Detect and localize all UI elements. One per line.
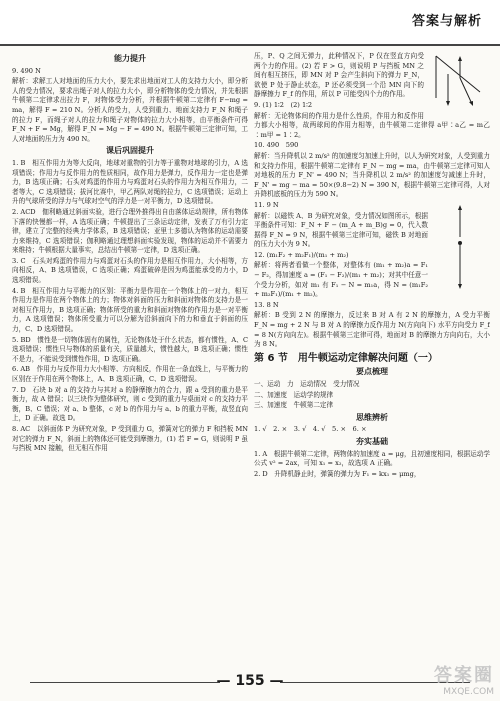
watermark-big: 答案圈 bbox=[434, 665, 494, 686]
left-column bbox=[12, 52, 248, 661]
answer-item: 解析：以磁铁 A、B 为研究对象，受力情况如图所示，根据平衡条件可知：F_N + F − (m_A + m_B)g = 0，代入数据得 F_N = 9 N，根据牛顿第三定律可知，磁铁 B 对地面的压力大小为 9 N。 bbox=[254, 211, 428, 249]
answer-item: 11. 9 N bbox=[254, 200, 279, 209]
right-column bbox=[254, 52, 490, 661]
answer-item: 解析：当升降机以 2 m/s² 的加速度匀加速上升时，以人为研究对象，人受到重力和支持力作用，根据牛顿第二定律有 F_N − mg = ma，由牛顿第三定律可知人对地板的压力 F_N' = 490 N；当升降机以 2 m/s² 的加速度匀减速上升时，F_N' = mg − ma = 50×(9.8−2) N = 390 N，根据牛顿第三定律可得，人对升降机底板的压力为 590 N。 bbox=[254, 151, 490, 199]
judge-answers: 1. √ 2. × 3. √ 4. √ 5. × 6. × bbox=[254, 425, 367, 434]
answer-item: 13. 8 N bbox=[254, 300, 279, 309]
answer-item: 1. B 相互作用力为等大反向，地球对重物的引力等于重物对地球的引力，A 选项错误；作用力与反作用力的性质相同，故作用力是弹力，反作用力一定也是弹力，B 选项正确；石头对鸡蛋的作用力与鸡蛋对石头的作用力为相互作用力，二者等大，C 选项错误；拔河比赛中，甲乙两队对绳的拉力，C 选项错误；运动上升的气球所受的浮力与气球对空气的浮力是一对平衡力，D 选项错误。 bbox=[12, 158, 248, 206]
answer-item: 解析：B 受到 2 N 的摩擦力，反过来 B 对 A 有 2 N 的摩擦力，A 受力平衡 F_N = mg + 2 N 与 B 对 A 的摩擦力反作用力 N(方向向下) 水平方向受力 F_f = 8 N(方向向左)。根据牛顿第三定律可得，地面对 B 的摩擦力方向向右，大小为 8 N。 bbox=[254, 311, 490, 349]
page-number: — 155 — bbox=[216, 673, 284, 689]
force-diagram-ab bbox=[432, 203, 490, 295]
watermark-logo bbox=[434, 661, 494, 697]
section-title-foundation: 夯实基础 bbox=[356, 436, 388, 446]
answer-item: 解析：将两者看做一个整体，对整体有 (m₁ + m₂)a = F₁ − F₂，得加速度 a = (F₁ − F₂)/(m₁ + m₂)；对其中任意一个受力分析，如对 m₁ 有 F₁ − N = m₁a，得 N = (m₁F₂ + m₂F₁)/(m₁ + m₂)。 bbox=[254, 261, 428, 299]
chapter-title: 第 6 节 用牛顿运动定律解决问题（一） bbox=[254, 352, 438, 364]
header-title: 答案与解析 bbox=[411, 14, 482, 29]
answer-item: 2. ACD 伽利略通过斜面实验，进行合理外推得出自由落体运动规律，所有物体下落的快慢都一样，A 选项正确；牛顿提出了三条运动定律，发表了万有引力定律，建立了完整的经典力学体系，B 选项错误；亚里士多德认为物体的运动需要力来维持，C 选项错误；伽利略通过理想斜面实验发现，物体的运动并不需要力来维持；牛顿根据大量事实，总结出牛顿第一定律，D 选项正确。 bbox=[12, 207, 248, 255]
answer-item: 10. 490 590 bbox=[254, 141, 299, 150]
key-point: 二、加速度 运动学的规律 bbox=[254, 390, 334, 399]
answer-item: 4. B 相互作用力与平衡力的区别：平衡力是作用在一个物体上的一对力，相互作用力是作用在两个物体上的力；物体对斜面的压力和斜面对物体的支持力是一对相互作用力，B 选项正确；物体所受的重力和斜面对物体的作用力是一对平衡力，A 选项错误；物体所受重力可以分解为沿斜面向下的力和垂直于斜面的压力，C、D 选项错误。 bbox=[12, 286, 248, 334]
section-title-consolidation: 课后巩固提升 bbox=[106, 146, 154, 156]
answer-item: 3. C 石头对鸡蛋的作用力与鸡蛋对石头的作用力是相互作用力，大小相等，方向相反，A、B 选项错误，C 选项正确；鸡蛋破碎是因为鸡蛋能承受的力小，D 选项错误。 bbox=[12, 256, 248, 285]
answer-item: 8. AC 以斜面体 P 为研究对象，P 受到重力 G，弹簧对它的弹力 F 和挡板 MN 对它的弹力 F_N，斜面上的物体还可能受到摩擦力，(1) 若 F = G，则说明 P 虽与挡板 MN 接触，但无相互作用 bbox=[12, 424, 248, 453]
answer-9-body: 解析：求解工人对地面的压力大小，要先求出地面对工人的支持力大小，即分析人的受力情况，要求出绳子对人的拉力大小，即分析物体的受力情况，并先根据牛顿第二定律求出拉力 F，对物体受力分析，并根据牛顿第二定律有 F−mg = ma，解得 F = 210 N。分析人的受力，人受到重力、地面支持力 F_N 和绳子的拉力 F，而绳子对人的拉力和绳子对物体的拉力大小相等，由平衡条件可得 F_N + F = Mg，解得 F_N = Mg − F = 490 N。根据牛顿第三定律可知，工人对地面的压力为 490 N。 bbox=[12, 77, 248, 143]
page-header bbox=[0, 0, 500, 46]
answer-item: 12. (m₁F₂ + m₂F₁)/(m₁ + m₂) bbox=[254, 250, 349, 259]
section-title-key-points: 要点梳理 bbox=[356, 367, 388, 377]
answer-item: 6. AB 作用力与反作用力大小相等、方向相反，作用在一条直线上，与平衡力的区别在于作用在两个物体上，A、B 选项正确，C、D 选项错误。 bbox=[12, 365, 248, 383]
answer-item: 7. D 石块 b 对 a 的支持力与其对 a 的静摩擦力的合力，跟 a 受到的重力是平衡力，故 A 错误；以三块作为整体研究，则 c 受到的重力与桌面对 c 的支持力平衡，B、C 错误；对 a、b 整体，c 对 b 的作用力与 a、b 的重力平衡，故竖直向上，D 正确。故选 D。 bbox=[12, 385, 248, 423]
page-number-value: 155 bbox=[235, 673, 265, 689]
key-point: 一、运动 力 运动情况 受力情况 bbox=[254, 380, 360, 388]
answer-9-head: 9. 490 N bbox=[12, 66, 41, 75]
answer-item: 5. BD 惯性是一切物体固有的属性，无论物体处于什么状态，都有惯性，A、C 选项错误；惯性只与物体的质量有关，质量越大，惯性越大，B 选项正确；惯性不是力，不能说受到惯性作用，D 选项正确。 bbox=[12, 335, 248, 363]
section-title-ability: 能力提升 bbox=[114, 54, 146, 63]
section-title-thinking: 思维辨析 bbox=[356, 412, 388, 422]
force-diagram-p bbox=[428, 52, 490, 114]
answer-item: 解析：无论物体间的作用力是什么性质，作用力和反作用力都大小相等，故两球间的作用力相等，由牛顿第二定律得 a甲∶a乙 = m乙∶m甲 = 1∶2。 bbox=[254, 111, 490, 139]
answer-item: 9. (1) 1∶2 (2) 1∶2 bbox=[254, 100, 313, 109]
answer-item: 1. A 根据牛顿第二定律，两物体的加速度 a = μg，且初速度相同，根据运动学公式 v² = 2ax，可知 x₁ = x₂，故选项 A 正确。 bbox=[254, 449, 490, 468]
answer-item: 压，P、Q 之间无弹力，此种情况下，P 仅在竖直方向受两个力的作用。(2) 若 F > G，则说明 P 与挡板 MN 之间有相互挤压，即 MN 对 P 会产生斜向下的弹力 F_N，欲使 P 处于静止状态，P 还必须受到一个沿 MN 向下的静摩擦力 F_f 的作用，所以 P 可能受四个力的作用。 bbox=[254, 52, 424, 99]
watermark-small: MXQE.COM bbox=[443, 687, 494, 697]
key-point: 三、加速度 牛顿第二定律 bbox=[254, 401, 334, 410]
answer-item: 2. D 升降机静止时，弹簧的弹力为 F₁ = kx₁ = μmg， bbox=[254, 469, 421, 478]
